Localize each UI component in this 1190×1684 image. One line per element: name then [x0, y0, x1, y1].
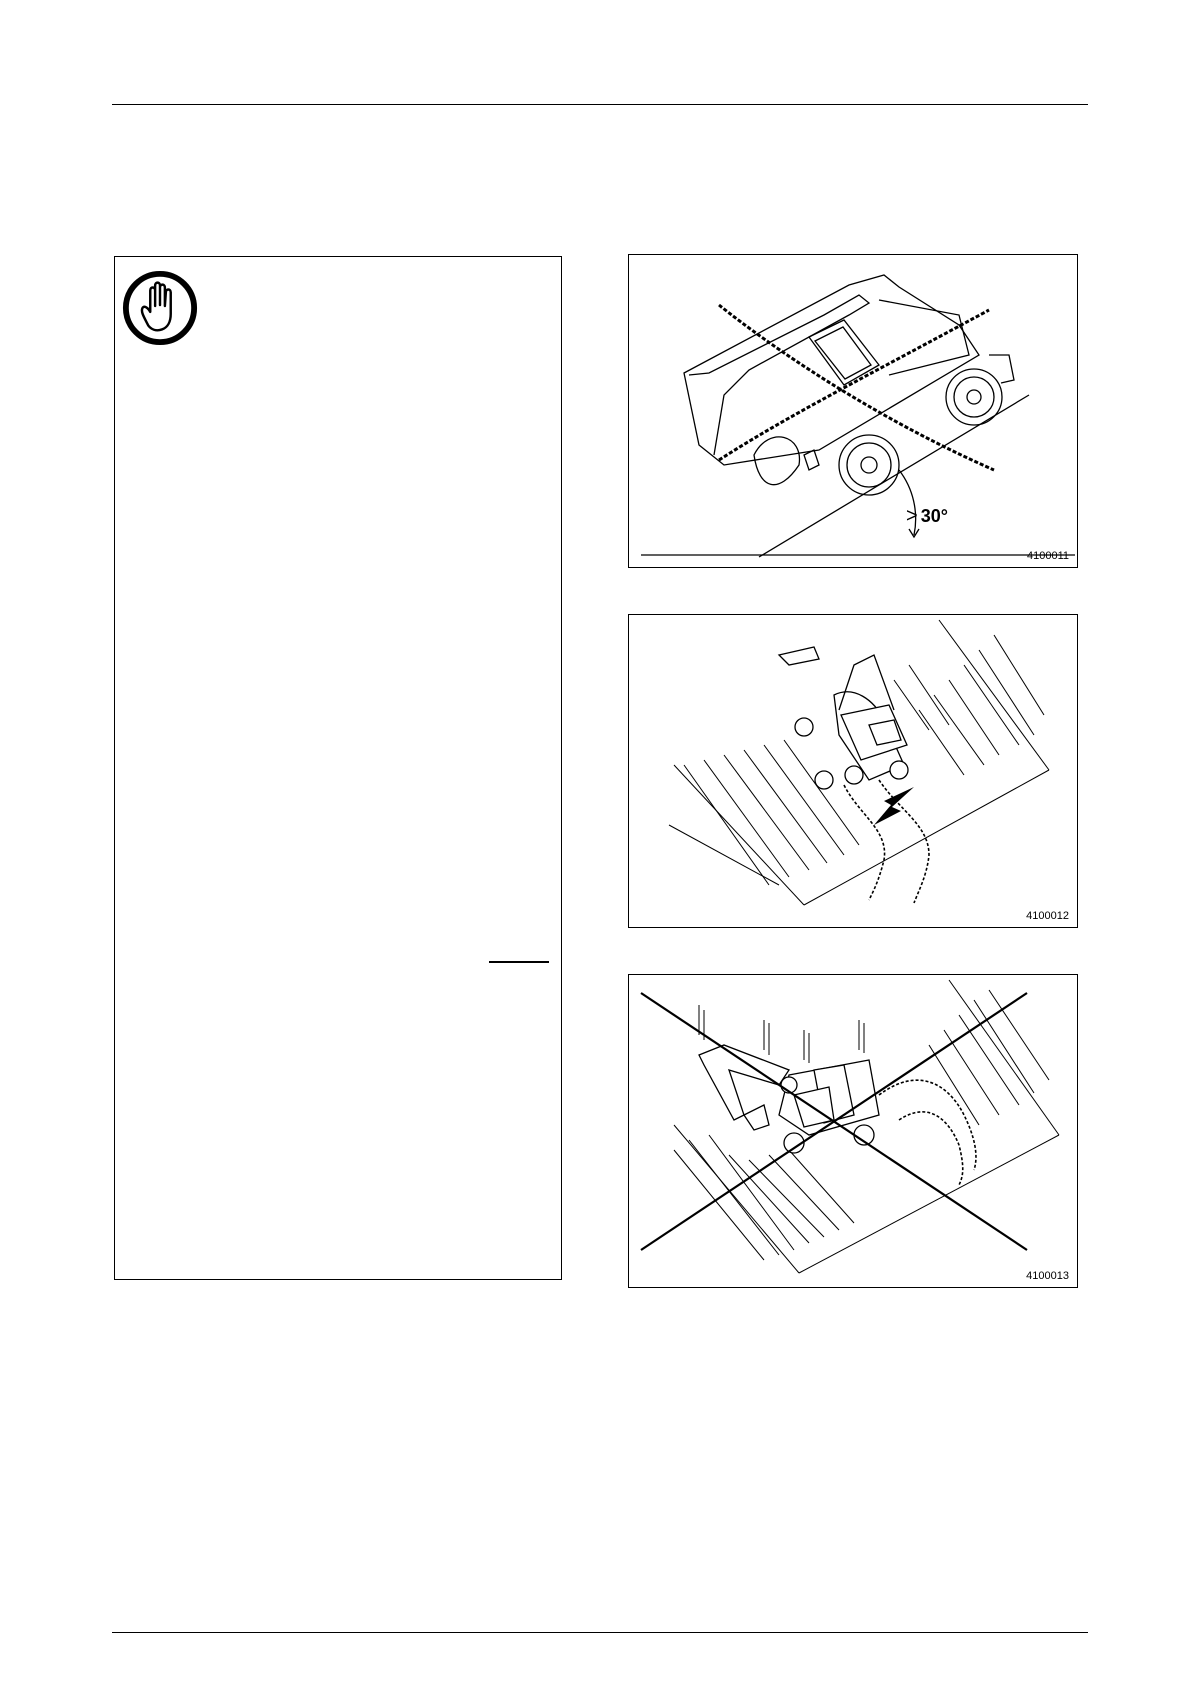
- figure-code: 4100012: [1026, 910, 1069, 922]
- turning-prohibited-illustration: [629, 975, 1077, 1287]
- figure-code: 4100013: [1026, 1270, 1069, 1282]
- figure-turning-prohibited: [628, 974, 1078, 1288]
- stop-hand-icon: [121, 269, 199, 347]
- footer-rule: [112, 1632, 1088, 1633]
- figure-code: 4100011: [1026, 550, 1069, 562]
- warning-underline: [489, 961, 549, 963]
- figure-slope-tipping: [628, 254, 1078, 568]
- figure-straight-ascent: [628, 614, 1078, 928]
- warning-box: [114, 256, 562, 1280]
- header-rule: [112, 104, 1088, 105]
- slope-tipping-illustration: [629, 255, 1077, 567]
- straight-ascent-illustration: [629, 615, 1077, 927]
- slope-angle-label: > 30°: [906, 505, 948, 527]
